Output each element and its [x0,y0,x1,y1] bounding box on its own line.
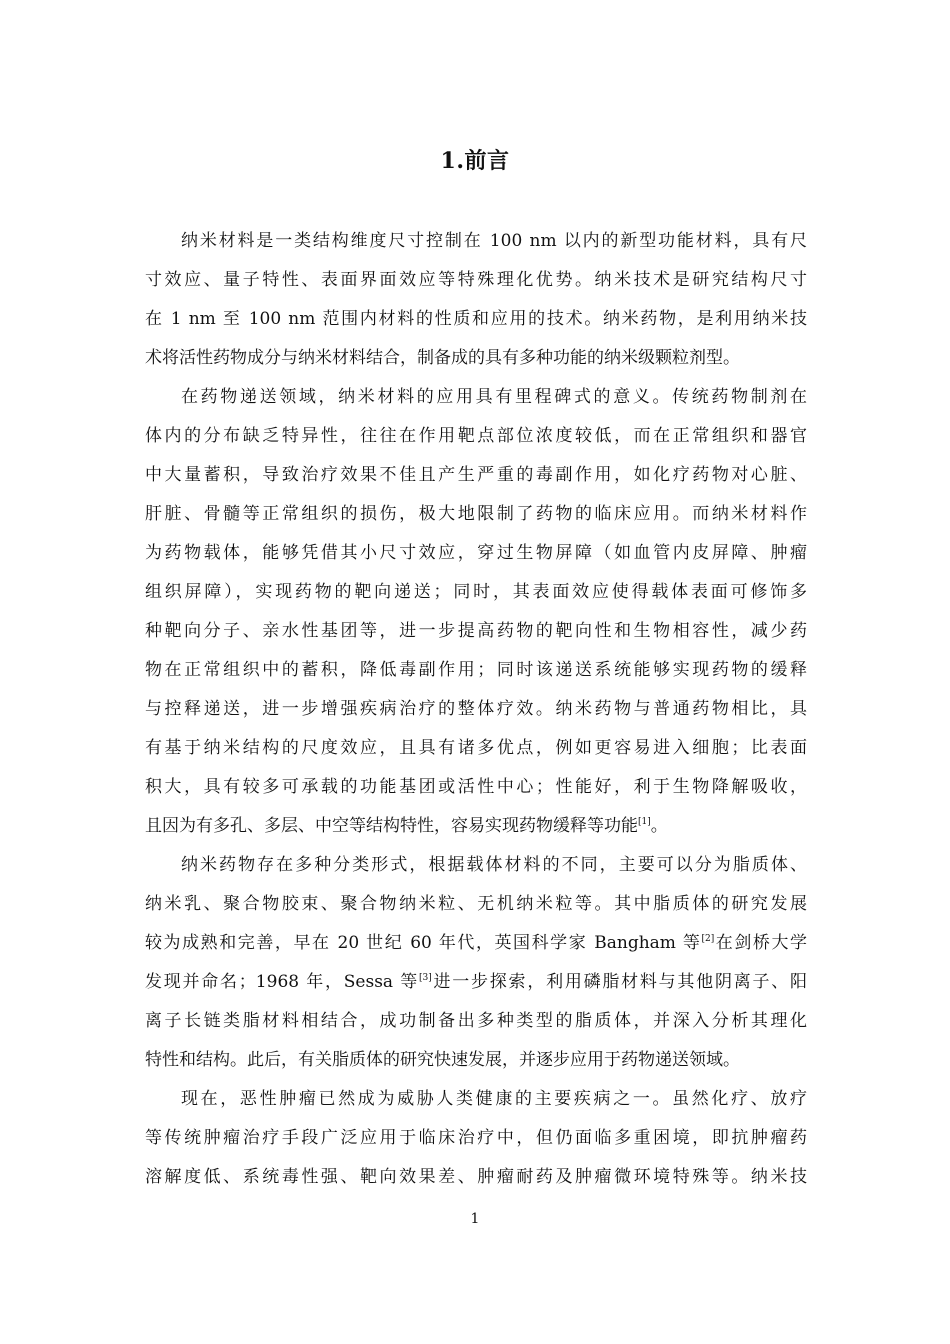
text-line: 纳米材料是一类结构维度尺寸控制在 100 nm 以内的新型功能材料，具有尺 [181,231,807,251]
text-line: 离子长链类脂材料相结合，成功制备出多种类型的脂质体，并深入分析其理化 [145,1011,807,1031]
text-line: 积大，具有较多可承载的功能基团或活性中心；性能好，利于生物降解吸收， [145,777,807,797]
citation-ref-2: [2] [701,934,715,944]
text-line: 与控释递送，进一步增强疾病治疗的整体疗效。纳米药物与普通药物相比，具 [145,699,807,719]
text-line: 肝脏、骨髓等正常组织的损伤，极大地限制了药物的临床应用。而纳米材料作 [145,504,807,524]
text-segment: 。 [650,816,668,836]
text-line: 术将活性药物成分与纳米材料结合，制备成的具有多种功能的纳米级颗粒剂型。 [145,348,740,368]
page-number: 1 [470,1211,480,1227]
text-segment: 发现并命名；1968 年，Sessa 等 [145,972,419,992]
text-line [145,812,807,851]
paragraph-3 [145,851,807,1085]
text-line: 寸效应、量子特性、表面界面效应等特殊理化优势。纳米技术是研究结构尺寸 [145,270,807,290]
text-line: 有基于纳米结构的尺度效应，且具有诸多优点，例如更容易进入细胞；比表面 [145,738,807,758]
text-line: 现在，恶性肿瘤已然成为威胁人类健康的主要疾病之一。虽然化疗、放疗 [181,1089,807,1109]
section-title: 1.前言 [440,148,510,174]
paragraph-2 [145,383,807,851]
paragraph-1 [145,227,807,383]
paragraph-4 [145,1085,807,1202]
text-line: 特性和结构。此后，有关脂质体的研究快速发展，并逐步应用于药物递送领域。 [145,1050,740,1070]
text-line: 纳米乳、聚合物胶束、聚合物纳米粒、无机纳米粒等。其中脂质体的研究发展 [145,894,807,914]
text-segment: 进一步探索，利用磷脂材料与其他阴离子、阳 [431,972,807,992]
text-line: 体内的分布缺乏特异性，往往在作用靶点部位浓度较低，而在正常组织和器官 [145,426,807,446]
text-segment: 且因为有多孔、多层、中空等结构特性，容易实现药物缓释等功能 [145,816,638,836]
citation-ref-3: [3] [419,973,432,983]
text-segment: 在剑桥大学 [714,933,807,953]
text-line: 为药物载体，能够凭借其小尺寸效应，穿过生物屏障（如血管内皮屏障、肿瘤 [145,543,807,563]
text-line [145,968,807,1007]
text-line: 溶解度低、系统毒性强、靶向效果差、肿瘤耐药及肿瘤微环境特殊等。纳米技 [145,1167,807,1187]
document-body [145,227,807,1202]
text-line: 中大量蓄积，导致治疗效果不佳且产生严重的毒副作用，如化疗药物对心脏、 [145,465,807,485]
citation-ref-1: [1] [638,817,651,827]
text-line: 纳米药物存在多种分类形式，根据载体材料的不同，主要可以分为脂质体、 [181,855,807,875]
text-line: 组织屏障），实现药物的靶向递送；同时，其表面效应使得载体表面可修饰多 [145,582,807,602]
text-segment: 较为成熟和完善，早在 20 世纪 60 年代，英国科学家 Bangham 等 [145,933,702,953]
text-line: 种靶向分子、亲水性基团等，进一步提高药物的靶向性和生物相容性，减少药 [145,621,807,641]
text-line: 物在正常组织中的蓄积，降低毒副作用；同时该递送系统能够实现药物的缓释 [145,660,807,680]
text-line: 等传统肿瘤治疗手段广泛应用于临床治疗中，但仍面临多重困境，即抗肿瘤药 [145,1128,807,1148]
text-line: 在药物递送领域，纳米材料的应用具有里程碑式的意义。传统药物制剂在 [181,387,807,407]
text-line [145,929,807,968]
text-line: 在 1 nm 至 100 nm 范围内材料的性质和应用的技术。纳米药物，是利用纳米技 [145,309,807,329]
